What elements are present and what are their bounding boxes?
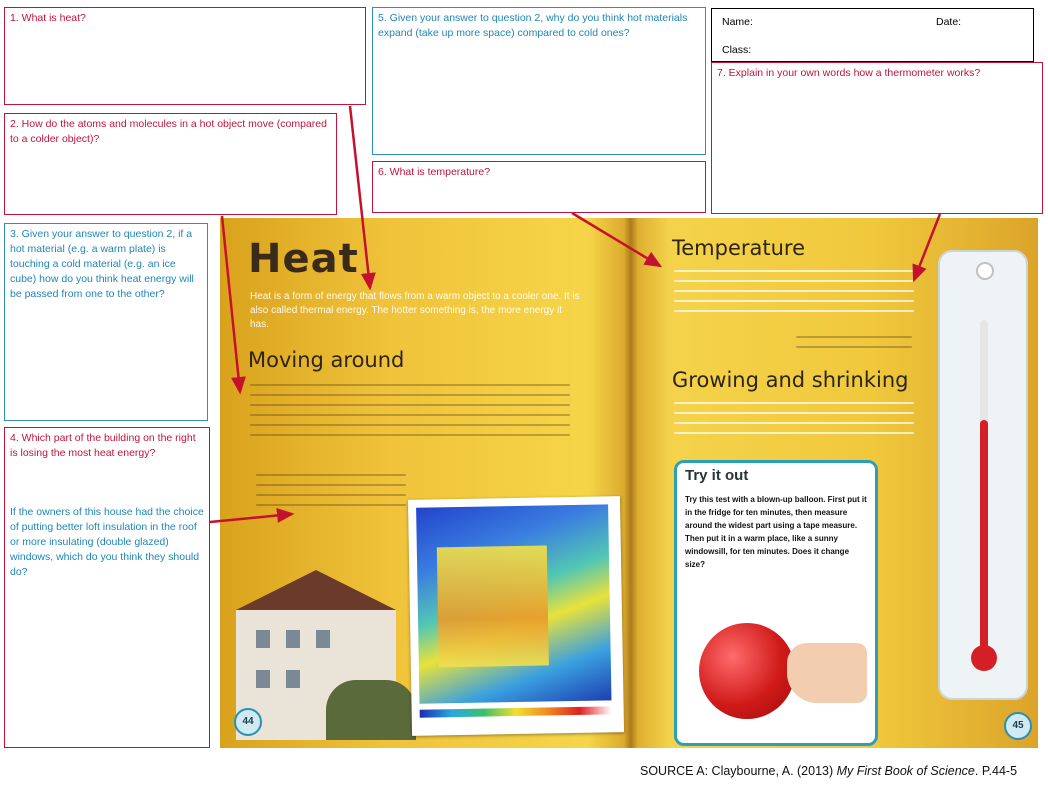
question-4-followup-text: If the owners of this house had the choice of putting better loft insulation in the roof or more insulating (double glazed) windows, which do you think they should do? [10, 506, 204, 578]
page-number-left: 44 [234, 708, 262, 736]
heading-temperature: Temperature [672, 236, 806, 260]
question-1-text: 1. What is heat? [10, 12, 86, 24]
heading-growing-shrinking: Growing and shrinking [672, 368, 909, 392]
heading-moving-around: Moving around [248, 348, 405, 372]
arrow-q4-to-house [210, 514, 292, 522]
question-7-text: 7. Explain in your own words how a thermometer works? [717, 67, 981, 79]
source-suffix: . P.44-5 [974, 764, 1018, 778]
arrow-q7-to-thermometer [914, 214, 940, 280]
page-number-right: 45 [1004, 712, 1032, 740]
source-title: My First Book of Science [836, 764, 975, 778]
source-prefix: SOURCE A: Claybourne, A. (2013) [640, 764, 837, 778]
question-6-text: 6. What is temperature? [378, 166, 491, 178]
heat-intro-text: Heat is a form of energy that flows from a warm object to a cooler one. It is also called thermal energy. The hotter something is, the more energy it has. [250, 291, 580, 330]
arrow-q1-to-heat [350, 106, 370, 288]
source-citation [640, 764, 1017, 778]
question-3-text: 3. Given your answer to question 2, if a hot material (e.g. a warm plate) is touching a cold material (e.g. an ice cube) how do you think heat energy will be passed from one to the other? [10, 228, 194, 300]
question-2-text: 2. How do the atoms and molecules in a hot object move (compared to a colder object)? [10, 118, 327, 145]
class-label: Class: [722, 44, 752, 56]
heading-heat: Heat [248, 236, 359, 282]
try-it-out-title: Try it out [685, 467, 749, 484]
try-it-out-text: Try this test with a blown-up balloon. First put it in the fridge for ten minutes, then measure around the widest part using a tape measure. Then put it in a warm place, like a sunny windowsill, for ten minutes. Does it change size? [685, 495, 867, 569]
arrow-q6-to-temperature [572, 213, 660, 266]
name-label: Name: [722, 16, 753, 28]
question-5-text: 5. Given your answer to question 2, why do you think hot materials expand (take up more space) compared to cold ones? [378, 12, 688, 39]
question-4-text: 4. Which part of the building on the right is losing the most heat energy? [10, 432, 196, 459]
arrow-q2-to-moving [222, 216, 240, 392]
date-label: Date: [936, 16, 962, 28]
